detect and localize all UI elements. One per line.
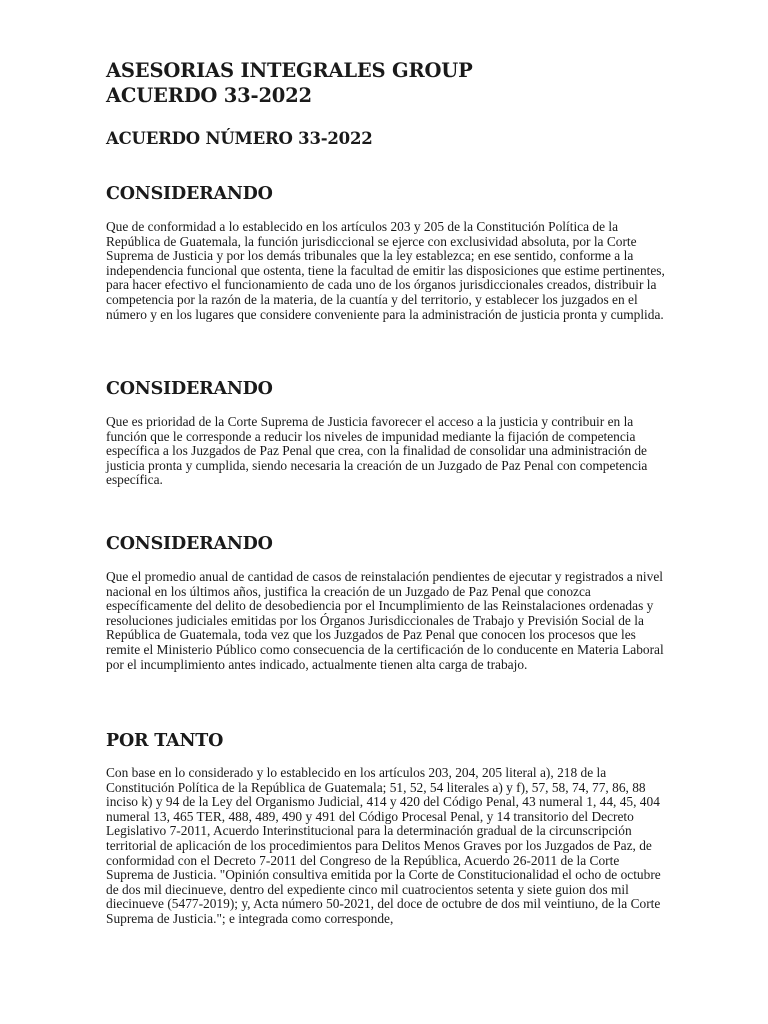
section-heading-3: CONSIDERANDO — [106, 534, 273, 554]
section-paragraph-1: Que de conformidad a lo establecido en los artículos 203 y 205 de la Constitución Política de la República de Guatemala, la función jurisdiccional se ejerce con exclusividad absoluta, por la Corte Suprema de Justicia y por los demás tribunales que la ley establezca; en ese sentido, conforme a la independencia funcional que ostenta, tiene la facultad de emitir las disposiciones que estime pertinentes, para hacer efectivo el funcionamiento de cada uno de los órganos jurisdiccionales creados, distribuir la competencia por la razón de la materia, de la cuantía y del territorio, y establecer los juzgados en el número y en los lugares que considere conveniente para la administración de justicia pronta y cumplida. — [106, 219, 665, 322]
title-line-1: ASESORIAS INTEGRALES GROUP — [106, 59, 473, 82]
title-line-2: ACUERDO 33-2022 — [106, 84, 312, 107]
section-paragraph-2: Que es prioridad de la Corte Suprema de Justicia favorecer el acceso a la justicia y contribuir en la función que le corresponde a reducir los niveles de impunidad mediante la fijación de competencia específica a los Juzgados de Paz Penal que crea, con la finalidad de consolidar una administración de justicia pronta y cumplida, siendo necesaria la creación de un Juzgado de Paz Penal con competencia específica. — [106, 414, 648, 488]
section-paragraph-3: Que el promedio anual de cantidad de casos de reinstalación pendientes de ejecutar y registrados a nivel nacional en los últimos años, justifica la creación de un Juzgado de Paz Penal que conozca específicamente del delito de desobediencia por el Incumplimiento de las Reinstalaciones ordenadas y resoluciones judiciales emitidas por los Órganos Jurisdiccionales de Trabajo y Previsión Social de la República de Guatemala, toda vez que los Juzgados de Paz Penal que conocen los procesos que les remite el Ministerio Público como consecuencia de la certificación de lo conducente en Materia Laboral por el incumplimiento antes indicado, actualmente tienen alta carga de trabajo. — [106, 569, 664, 672]
section-heading-4: POR TANTO — [106, 731, 224, 751]
section-heading-1: CONSIDERANDO — [106, 184, 273, 204]
document-page — [106, 58, 666, 926]
document-subtitle: ACUERDO NÚMERO 33-2022 — [106, 129, 373, 148]
document-title — [106, 58, 666, 108]
section-paragraph-4: Con base en lo considerado y lo establecido en los artículos 203, 204, 205 literal a), 218 de la Constitución Política de la República de Guatemala; 51, 52, 54 literales a) y f), 57, 58, 74, 77, 86, 88 inciso k) y 94 de la Ley del Organismo Judicial, 414 y 420 del Código Penal, 43 numeral 1, 44, 45, 404 numeral 13, 465 TER, 488, 489, 490 y 491 del Código Procesal Penal, y 14 transitorio del Decreto Legislativo 7-2011, Acuerdo Interinstitucional para la determinación gradual de la circunscripción territorial de aplicación de los procedimientos para Delitos Menos Graves por los Juzgados de Paz, de conformidad con el Decreto 7-2011 del Congreso de la República, Acuerdo 26-2011 de la Corte Suprema de Justicia. "Opinión consultiva emitida por la Corte de Constitucionalidad el ocho de octubre de dos mil diecinueve, dentro del expediente cinco mil cuatrocientos setenta y siete guion dos mil diecinueve (5477-2019); y, Acta número 50-2021, del doce de octubre de dos mil veintiuno, de la Corte Suprema de Justicia."; e integrada como corresponde, — [106, 765, 661, 926]
section-heading-2: CONSIDERANDO — [106, 379, 273, 399]
